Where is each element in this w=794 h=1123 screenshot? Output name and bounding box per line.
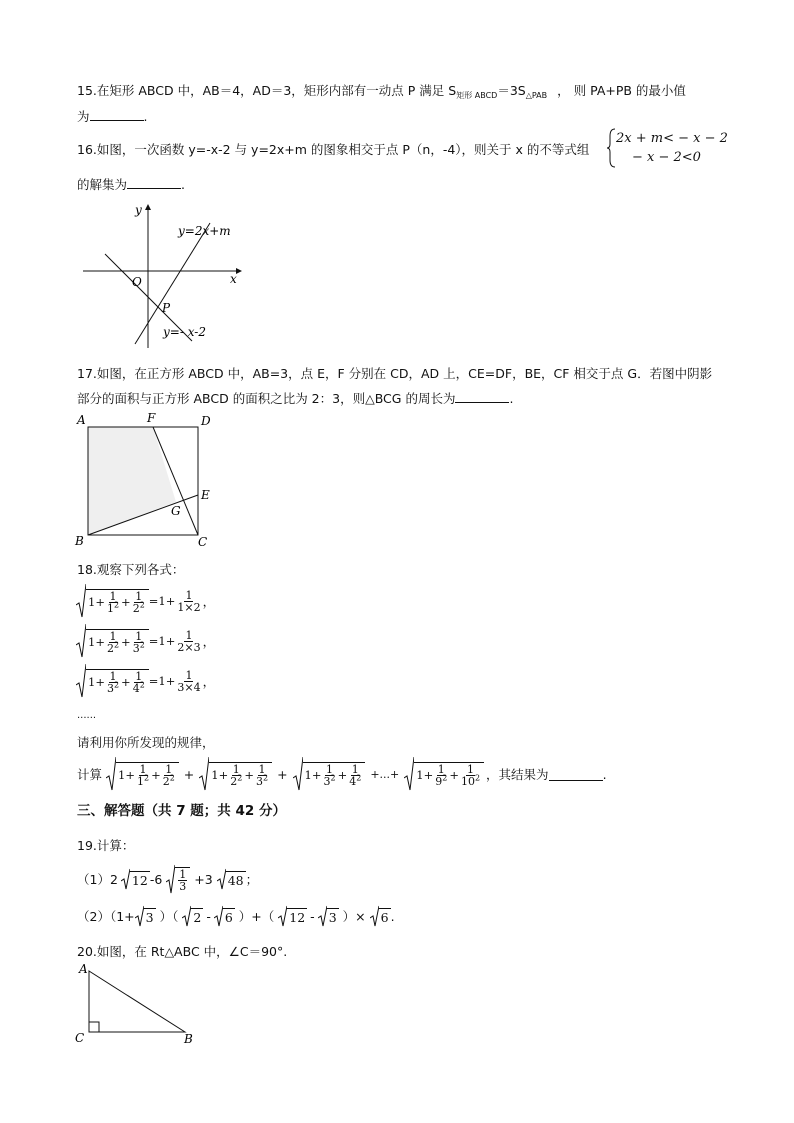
radical-icon [166,864,175,894]
label-b: B [184,1032,193,1046]
radical-icon [404,756,414,792]
q18-title: 18.观察下列各式： [77,562,185,577]
radical-icon [278,905,287,927]
sqrt: 12 [121,868,150,890]
label-b: B [75,534,84,548]
sqrt: 6 [370,905,391,927]
q18-row-3: 1+ $\frac{1}{3^2}$ + $\frac{1}{4^2}$ =1+ $\frac{1}{3\times 4}$ ， [76,663,215,699]
q20-triangle-figure [70,958,210,1050]
q18-calc-line: 计算 1+ $\frac{1}{1^2}$ + $\frac{1}{2^2}$ + 1+ $\frac{1}{2^2}$ + $\frac{1}{3^2}$ + 1+ $\frac{1}{3^2}$ + $\frac{1}{4^2}$ +...+ 1+ $\frac{1}{9^2}$ + $\frac{1}{10^2}$ ，其结果为 . [77,756,607,792]
line1-label: y=2x+m [178,224,231,238]
q17-line1: 17.如图，在正方形 ABCD 中，AB=3，点 E，F 分别在 CD，AD 上，CE=DF，BE，CF 相交于点 G．若图中阴影 [77,366,713,381]
label-f: F [147,411,156,425]
sqrt: 1+ $\frac{1}{1^2}$ + $\frac{1}{2^2}$ [106,756,179,792]
radical-icon [121,868,130,890]
q15-line1: 15.在矩形 ABCD 中，AB＝4，AD＝3，矩形内部有一动点 P 满足 $S_{矩形 ABCD}=3S_{\triangle PAB}$ ， 则 PA+PB 的最小值 [77,83,686,100]
label-a: A [77,413,86,427]
q18-dots: ...... [77,710,97,721]
q17-line2: 部分的面积与正方形 ABCD 的面积之比为 2：3，则△BCG 的周长为 . [77,391,514,406]
q18-row-2: 1+ $\frac{1}{2^2}$ + $\frac{1}{3^2}$ =1+ $\frac{1}{2\times 3}$ ， [76,623,215,659]
q16-text: 16.如图，一次函数 y=-x-2 与 y=2x+m 的图象相交于点 P（n，-4），则关于 x 的不等式组 [77,142,590,157]
q20-text: 20.如图，在 Rt△ABC 中，∠C＝90°. [77,944,288,959]
sqrt: 3 [318,905,339,927]
radical-icon [76,623,86,659]
q16-ineq1: 2x + m< − x − 2 [616,131,728,146]
radical-icon [135,905,144,927]
q16-inequality-system [606,128,728,168]
origin-label: O [132,275,142,289]
answer-blank[interactable] [90,108,144,121]
radical-icon [76,663,86,699]
q19-title: 19.计算： [77,838,135,853]
sqrt: 2 [182,905,203,927]
sqrt: 3 [135,905,156,927]
radical-icon [182,905,191,927]
radical-icon [199,756,209,792]
radical-icon [76,583,86,619]
label-g: G [171,504,181,518]
answer-blank[interactable] [549,768,603,781]
line2-label: y=- x-2 [163,325,206,339]
x-axis-label: x [230,272,237,286]
label-e: E [201,488,210,502]
point-p-label: P [162,301,171,315]
q16-graph [78,198,248,348]
radical-icon [318,905,327,927]
sqrt: 1+ $\frac{1}{3^2}$ + $\frac{1}{4^2}$ [76,663,149,699]
sqrt: 48 [217,868,246,890]
sqrt: 1+ $\frac{1}{2^2}$ + $\frac{1}{3^2}$ [76,623,149,659]
label-c: C [75,1031,85,1045]
sqrt: 1+ $\frac{1}{3^2}$ + $\frac{1}{4^2}$ [293,756,366,792]
sqrt: 6 [214,905,235,927]
radical-icon [293,756,303,792]
sqrt: 1+ $\frac{1}{9^2}$ + $\frac{1}{10^2}$ [404,756,484,792]
left-brace-icon [606,128,616,168]
label-a: A [79,962,88,976]
q18-rule: 请利用你所发现的规律， [77,735,215,750]
q16-line2: 的解集为 . [77,177,185,192]
label-d: D [201,414,211,428]
sqrt: 12 [278,905,307,927]
sqrt: 1+ $\frac{1}{2^2}$ + $\frac{1}{3^2}$ [199,756,272,792]
answer-blank[interactable] [455,390,509,403]
right-angle-mark [89,1022,99,1032]
q15-sub2: △PAB [525,91,548,100]
radical-icon [106,756,116,792]
sqrt: 1+ $\frac{1}{1^2}$ + $\frac{1}{2^2}$ [76,583,149,619]
sqrt: $\frac{1}{3}$ [166,864,190,894]
y-axis-arrow-icon [145,204,151,210]
y-axis-label: y [135,203,142,217]
label-c: C [198,535,208,549]
answer-blank[interactable] [127,176,181,189]
q19-part2: （2）（1+ 3 ）（ 2 - 6 ）+（ 12 - 3 ）× 6 . [77,905,395,927]
q15-line2: 为 . [77,109,148,124]
q19-part1: （1）2 12 -6 $\frac{1}{3}$ +3 48 ； [77,864,258,894]
section-heading: 三、解答题（共 7 题；共 42 分） [77,803,286,819]
x-axis-arrow-icon [236,268,242,274]
q18-row-1: 1+ $\frac{1}{1^2}$ + $\frac{1}{2^2}$ =1+ $\frac{1}{1\times 2}$ ， [76,583,215,619]
radical-icon [370,905,379,927]
q15-sub1: 矩形 ABCD [456,91,498,100]
q17-square-figure [70,408,220,550]
triangle-abc [89,971,185,1032]
radical-icon [217,868,226,890]
radical-icon [214,905,223,927]
q16-ineq2: − x − 2<0 [632,150,701,165]
